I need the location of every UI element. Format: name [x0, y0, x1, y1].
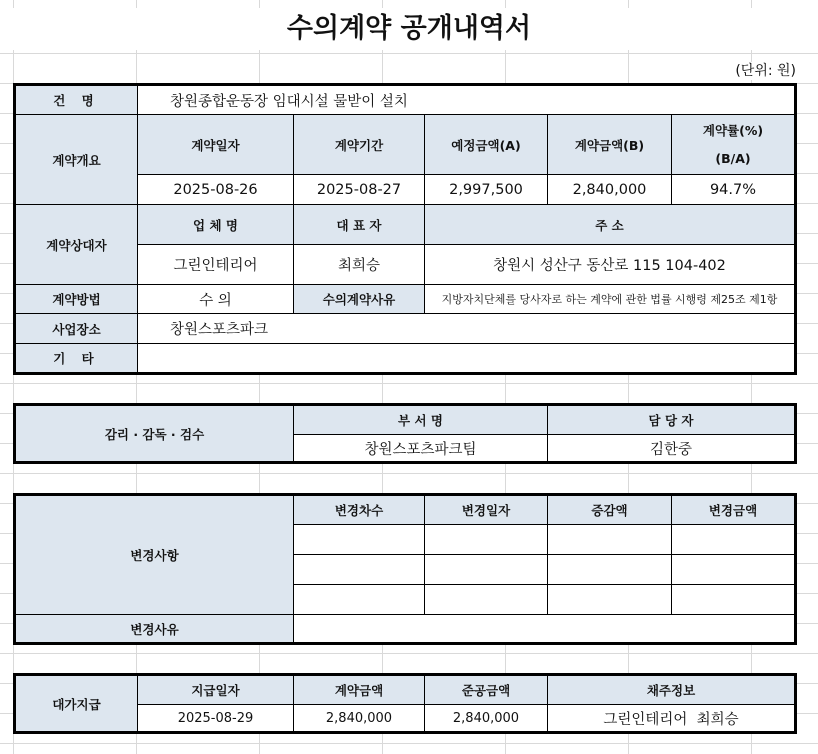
etc-label: 기 타: [15, 344, 138, 374]
changes-table: [13, 493, 797, 645]
representative-value[interactable]: 최희승: [294, 245, 425, 285]
change-date-cell[interactable]: [425, 555, 548, 585]
address-header: 주 소: [425, 205, 796, 245]
representative-header: 대 표 자: [294, 205, 425, 245]
manager-header: 담 당 자: [548, 405, 796, 435]
change-delta-cell[interactable]: [548, 585, 672, 615]
reason-label: 수의계약사유: [294, 285, 425, 314]
payment-table: [13, 673, 797, 734]
etc-row: [15, 344, 796, 374]
change-amount-cell[interactable]: [672, 555, 796, 585]
method-label: 계약방법: [15, 285, 138, 314]
contract-rate-header: [672, 115, 796, 175]
site-row: [15, 314, 796, 344]
contract-name-label: 건 명: [15, 85, 138, 115]
pay-contract-amount-value[interactable]: 2,840,000: [294, 705, 425, 733]
supervision-label: 감리 · 감독 · 검수: [15, 405, 294, 463]
change-amount-header: 변경금액: [672, 495, 796, 525]
address-value[interactable]: 창원시 성산구 동산로 115 104-402: [425, 245, 796, 285]
dept-value[interactable]: 창원스포츠파크팀: [294, 435, 548, 463]
pay-date-value[interactable]: 2025-08-29: [138, 705, 294, 733]
payment-label: 대가지급: [15, 675, 138, 733]
contract-name-row: [15, 85, 796, 115]
unit-label: (단위: 원): [700, 62, 796, 80]
change-date-header: 변경일자: [425, 495, 548, 525]
page-title: 수의계약 공개내역서: [0, 8, 818, 50]
completion-amount-value[interactable]: 2,840,000: [425, 705, 548, 733]
manager-value[interactable]: 김한중: [548, 435, 796, 463]
changes-header-row: [15, 495, 796, 525]
etc-value[interactable]: [138, 344, 796, 374]
estimated-amount-value[interactable]: 2,997,500: [425, 175, 548, 205]
change-reason-value[interactable]: [294, 615, 796, 644]
change-delta-cell[interactable]: [548, 555, 672, 585]
change-amount-cell[interactable]: [672, 585, 796, 615]
change-delta-header: 증감액: [548, 495, 672, 525]
company-value[interactable]: 그린인테리어: [138, 245, 294, 285]
change-round-cell[interactable]: [294, 555, 425, 585]
change-amount-cell[interactable]: [672, 525, 796, 555]
company-header: 업 체 명: [138, 205, 294, 245]
reason-value[interactable]: 지방자치단체를 당사자로 하는 계약에 관한 법률 시행령 제25조 제1항: [425, 285, 796, 314]
contract-date-value[interactable]: 2025-08-26: [138, 175, 294, 205]
site-label: 사업장소: [15, 314, 138, 344]
contract-rate-value[interactable]: 94.7%: [672, 175, 796, 205]
pay-contract-amount-header: 계약금액: [294, 675, 425, 705]
overview-header-row: [15, 115, 796, 175]
estimated-amount-header: 예정금액(A): [425, 115, 548, 175]
creditor-header: 채주정보: [548, 675, 796, 705]
dept-header: 부 서 명: [294, 405, 548, 435]
change-delta-cell[interactable]: [548, 525, 672, 555]
contract-amount-value[interactable]: 2,840,000: [548, 175, 672, 205]
change-date-cell[interactable]: [425, 585, 548, 615]
site-value[interactable]: 창원스포츠파크: [138, 314, 796, 344]
change-round-cell[interactable]: [294, 525, 425, 555]
contract-rate-formula: (B/A): [715, 150, 751, 166]
contract-amount-header: 계약금액(B): [548, 115, 672, 175]
overview-label: 계약개요: [15, 115, 138, 205]
contract-table: [13, 83, 797, 375]
method-row: [15, 285, 796, 314]
contract-date-header: 계약일자: [138, 115, 294, 175]
pay-date-header: 지급일자: [138, 675, 294, 705]
supervision-header-row: [15, 405, 796, 435]
change-reason-row: [15, 615, 796, 644]
contract-period-value[interactable]: 2025-08-27: [294, 175, 425, 205]
contract-period-header: 계약기간: [294, 115, 425, 175]
changes-label: 변경사항: [15, 495, 294, 615]
creditor-value[interactable]: 그린인테리어 최희승: [548, 705, 796, 733]
counterparty-label: 계약상대자: [15, 205, 138, 285]
contract-rate-header-label: 계약률(%): [702, 122, 764, 138]
change-round-header: 변경차수: [294, 495, 425, 525]
completion-amount-header: 준공금액: [425, 675, 548, 705]
supervision-table: [13, 403, 797, 464]
change-date-cell[interactable]: [425, 525, 548, 555]
counterparty-header-row: [15, 205, 796, 245]
method-value[interactable]: 수 의: [138, 285, 294, 314]
change-reason-label: 변경사유: [15, 615, 294, 644]
change-round-cell[interactable]: [294, 585, 425, 615]
contract-name-value[interactable]: 창원종합운동장 임대시설 물받이 설치: [138, 85, 796, 115]
payment-header-row: [15, 675, 796, 705]
